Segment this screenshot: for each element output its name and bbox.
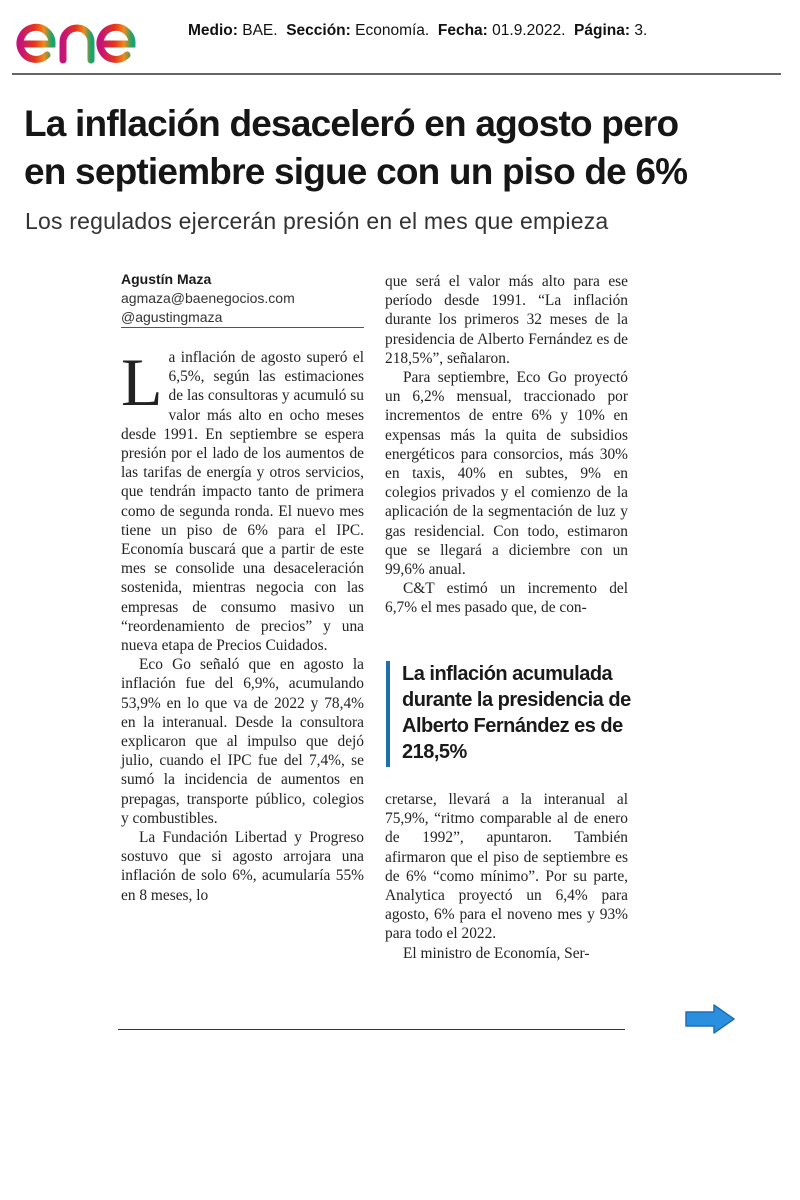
pagina-label: Página: bbox=[574, 22, 631, 39]
article-paragraph: Para septiembre, Eco Go proyectó un 6,2% mensual, traccionado por incrementos de entre 6% y 10% en expensas más la quita de subsidios energéticos para consorcios, más 30% en taxis, 40% en subtes, 9% en colegios privados y el comienzo de la aplicación de la segmentación de luz y gas residencial. Con todo, estimaron que se llegará a diciembre con un 99,6% anual. bbox=[385, 369, 628, 579]
enel-logo bbox=[16, 8, 168, 71]
article-paragraph bbox=[121, 344, 364, 655]
article-paragraph: cretarse, llevará a la interanual al 75,9%, “ritmo comparable al de enero de 1992”, apuntaron. También afirmaron que el piso de septiembre es de 6% “como mínimo”. Por su parte, Analytica proyectó un 6,4% para agosto, 6% para el noveno mes y 93% para todo el 2022. bbox=[385, 791, 628, 943]
fecha-value: 01.9.2022. bbox=[492, 22, 566, 39]
author-twitter: @agustingmaza bbox=[121, 309, 223, 325]
pagina-value: 3. bbox=[634, 22, 648, 39]
medio-value: BAE. bbox=[242, 22, 278, 39]
article-paragraph: que será el valor más alto para ese período desde 1991. “La inflación durante los primeros 32 meses de la presidencia de Alberto Fernández es de 218,5%”, señalaron. bbox=[385, 273, 628, 367]
drop-cap: L bbox=[121, 344, 163, 420]
pull-quote bbox=[386, 661, 631, 767]
article-paragraph: La Fundación Libertad y Progreso sostuvo que si agosto arrojara una inflación de solo 6%, acumularía 55% en 8 meses, lo bbox=[121, 829, 364, 904]
seccion-label: Sección: bbox=[286, 22, 351, 39]
article-paragraph: Eco Go señaló que en agosto la inflación fue del 6,9%, acumulando 53,9% en lo que va de 2022 y 78,4% en la interanual. Desde la consultora explicaron que al impulso que dejó julio, cuando el IPC fue del 7,4%, se sumó la incidencia de aumentos en prepagas, transporte público, colegios y combustibles. bbox=[121, 656, 364, 827]
seccion-value: Economía. bbox=[355, 22, 430, 39]
byline bbox=[121, 270, 364, 327]
press-clipping-metadata bbox=[188, 22, 647, 40]
author-email: agmaza@baenegocios.com bbox=[121, 290, 295, 306]
article-column-right-continued bbox=[385, 790, 628, 963]
enel-logo-graphic bbox=[16, 8, 168, 66]
article-column-left bbox=[121, 344, 364, 905]
article-end-divider bbox=[118, 1029, 625, 1030]
headline-line-2: en septiembre sigue con un piso de 6% bbox=[24, 151, 688, 192]
fecha-label: Fecha: bbox=[437, 22, 488, 39]
pull-quote-text: La inflación acumulada durante la presidencia de Alberto Fernández es de 218,5% bbox=[402, 663, 631, 763]
article-paragraph: C&T estimó un incremento del 6,7% el mes pasado que, de con- bbox=[385, 580, 628, 617]
arrow-right-icon[interactable] bbox=[684, 1003, 736, 1040]
article-headline bbox=[24, 100, 687, 196]
header-divider bbox=[12, 73, 781, 75]
author-name: Agustín Maza bbox=[121, 271, 212, 287]
article-paragraph: El ministro de Economía, Ser- bbox=[403, 944, 590, 962]
article-subtitle: Los regulados ejercerán presión en el mes que empieza bbox=[25, 208, 609, 234]
byline-divider bbox=[121, 327, 364, 328]
article-column-right bbox=[385, 272, 628, 618]
headline-line-1: La inflación desaceleró en agosto pero bbox=[24, 103, 679, 144]
paragraph-text: a inflación de agosto superó el 6,5%, según las estimaciones de las consultoras y acumuló su valor más alto en ocho meses desde 1991. En septiembre se espera presión por el lado de los aumentos de las tarifas de energía y otros servicios, que tendrán impacto tanto de primera como de segunda ronda. El nuevo mes tiene un piso de 6% para el IPC. Economía buscará que a partir de este mes se consolide una desaceleración sostenida, mientras negocia con las empresas de consumo masivo un “reordenamiento de precios” y una nueva etapa de Precios Cuidados. bbox=[121, 349, 364, 655]
medio-label: Medio: bbox=[188, 22, 238, 39]
arrow-right-icon-graphic bbox=[684, 1003, 736, 1035]
